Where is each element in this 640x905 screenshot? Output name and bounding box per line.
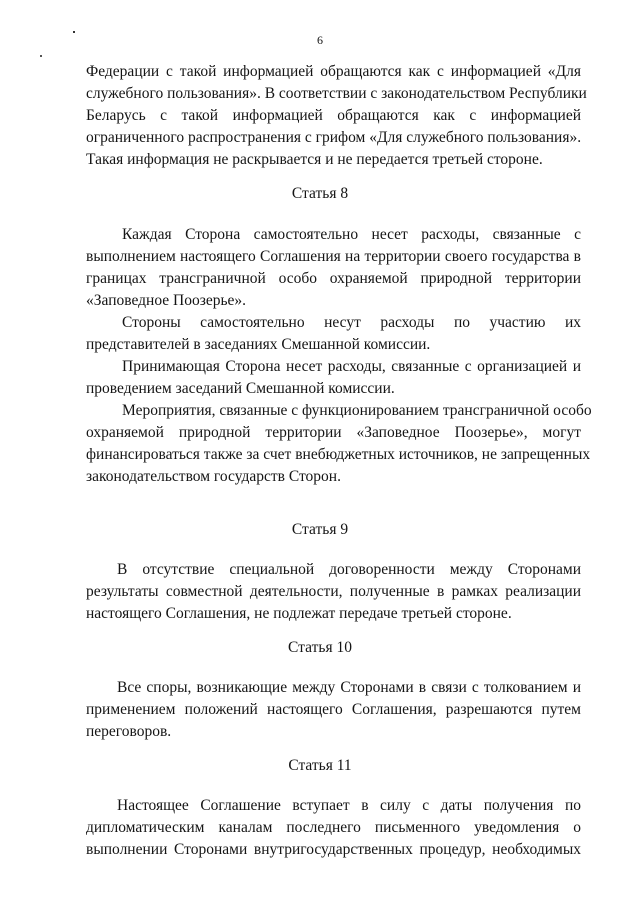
text-line: законодательством государств Сторон. [86,468,341,485]
article-heading: Статья 10 [288,639,352,656]
text-line: Принимающая Сторона несет расходы, связанные с организацией и [122,358,581,375]
text-line: результаты совместной деятельности, полученные в рамках реализации [86,583,581,600]
page-number: 6 [317,33,323,47]
text-line: «Заповедное Поозерье». [86,292,247,309]
text-line: финансироваться также за счет внебюджетных источников, не запрещенных [86,446,591,463]
article-heading: Статья 11 [288,757,352,774]
text-line: Беларусь с такой информацией обращаются как с информацией [86,107,581,124]
text-line: служебного пользования». В соответствии с законодательством Республики [86,85,587,102]
text-line: дипломатическим каналам последнего письменного уведомления о [86,819,581,836]
text-line: Все споры, возникающие между Сторонами в связи с толкованием и [117,679,581,696]
text-line: В отсутствие специальной договоренности между Сторонами [117,561,581,578]
scan-mark [40,55,42,57]
text-line: настоящего Соглашения, не подлежат передаче третьей стороне. [86,605,512,622]
article-heading: Статья 8 [291,185,349,202]
text-line: Федерации с такой информацией обращаются как с информацией «Для [86,63,581,80]
text-line: выполнением настоящего Соглашения на территории своего государства в [86,248,581,265]
text-line: проведением заседаний Смешанной комиссии. [86,380,395,397]
text-line: переговоров. [86,723,172,740]
text-line: ограниченного распространения с грифом «Для служебного пользования». [86,129,582,146]
text-line: Каждая Сторона самостоятельно несет расходы, связанные с [122,226,581,243]
text-line: Мероприятия, связанные с функционированием трансграничной особо [122,402,592,419]
text-line: Настоящее Соглашение вступает в силу с даты получения по [117,797,581,814]
article-heading: Статья 9 [291,521,349,538]
text-line: представителей в заседаниях Смешанной комиссии. [86,336,431,353]
text-line: применением положений настоящего Соглашения, разрешаются путем [86,701,581,718]
text-line: Стороны самостоятельно несут расходы по участию их [122,314,581,331]
text-line: выполнении Сторонами внутригосударственных процедур, необходимых [86,841,581,858]
text-line: охраняемой природной территории «Заповедное Поозерье», могут [86,424,581,441]
text-line: границах трансграничной особо охраняемой природной территории [86,270,581,287]
text-line: Такая информация не раскрывается и не передается третьей стороне. [86,151,543,168]
